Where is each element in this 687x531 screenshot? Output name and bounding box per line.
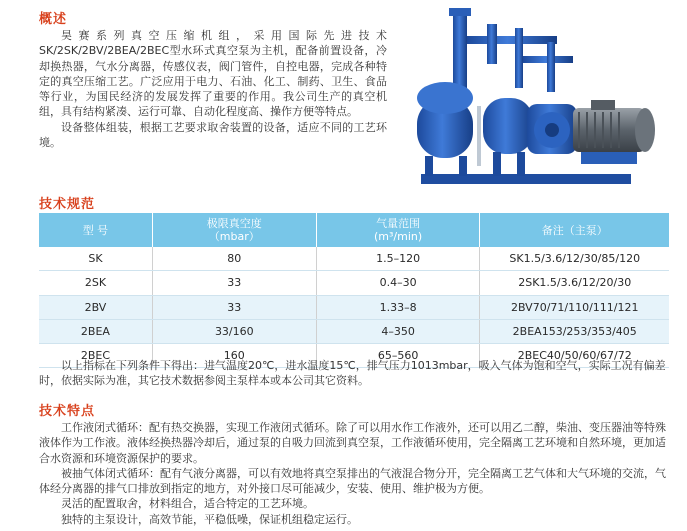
spec-note: 以上指标在下列条件下得出：进气温度20℃，进水温度15℃，排气压力1013mbar，吸入气体为饱和空气，实际工况有偏差时，依据实际为准，其它技术数据参阅主泵样本或本公司其它资料。 — [39, 359, 666, 388]
table-cell: 65–560 — [316, 344, 480, 368]
spec-title: 技术规范 — [39, 197, 96, 212]
table-cell: 33/160 — [152, 319, 316, 343]
overview-title: 概述 — [39, 12, 68, 27]
vacuum-unit-image — [397, 6, 659, 194]
table-cell: 4–350 — [316, 319, 480, 343]
spec-header-cell: 型 号 — [39, 213, 152, 247]
table-row — [39, 271, 669, 295]
table-cell: 160 — [152, 344, 316, 368]
feature-paragraph: 工作液闭式循环：配有热交换器，实现工作液闭式循环。除了可以用水作工作液外，还可以用乙二醇，柴油、变压器油等特殊液体作为工作液。液体经换热器冷却后，通过泵的自吸力回流到真空泵，工作液循环使用，完全隔离工艺环境和自然环境，更加适合水资源和环境资源保护的要求。 — [39, 421, 666, 465]
feature-paragraph: 被抽气体闭式循环：配有气液分离器，可以有效地将真空泵排出的气液混合物分开，完全隔离工艺气体和大气环境的交流，气体经分离器的排气口排放到指定的地方，对外接口尽可能减少，安装、使用、维护极为方便。 — [39, 466, 666, 496]
table-cell: 2BV — [39, 295, 152, 319]
table-cell: 80 — [152, 247, 316, 271]
table-cell: SK1.5/3.6/12/30/85/120 — [480, 247, 669, 271]
table-cell: 33 — [152, 271, 316, 295]
spec-header-cell: 极限真空度 （mbar） — [152, 213, 316, 247]
table-cell: 0.4–30 — [316, 271, 480, 295]
table-cell: 2BEC — [39, 344, 152, 368]
feature-paragraph: 独特的主泵设计，高效节能，平稳低噪，保证机组稳定运行。 — [61, 512, 358, 526]
table-cell: 1.33–8 — [316, 295, 480, 319]
overview-text — [39, 28, 387, 150]
table-cell: 33 — [152, 295, 316, 319]
table-cell: 2SK — [39, 271, 152, 295]
table-cell: 2BV70/71/110/111/121 — [480, 295, 669, 319]
table-cell: 2BEA153/253/353/405 — [480, 319, 669, 343]
table-cell: SK — [39, 247, 152, 271]
spec-header-cell: 备注（主泵） — [480, 213, 669, 247]
spec-table — [39, 213, 669, 368]
table-cell: 2BEC40/50/60/67/72 — [480, 344, 669, 368]
features-text — [39, 420, 669, 527]
table-cell: 2SK1.5/3.6/12/20/30 — [480, 271, 669, 295]
features-title: 技术特点 — [39, 404, 96, 419]
table-row — [39, 295, 669, 319]
table-cell: 2BEA — [39, 319, 152, 343]
table-row — [39, 319, 669, 343]
table-row — [39, 247, 669, 271]
feature-paragraph: 灵活的配置取舍，材料组合，适合特定的工艺环境。 — [61, 497, 314, 511]
overview-paragraph: 设备整体组装，根据工艺要求取舍装置的设备，适应不同的工艺环境。 — [39, 120, 387, 150]
overview-paragraph: 昊赛系列真空压缩机组，采用国际先进技术SK/2SK/2BV/2BEA/2BEC型水环式真空泵为主机，配备前置设备，冷却换热器，气水分离器，传感仪表，阀门管件，自控电器，完成各种特定的真空压缩工艺。广泛应用于电力、石油、化工、制药、卫生、食品等行业，为国民经济的发展发挥了重要的作用。我公司生产的真空机组，具有结构紧凑、运行可靠、自动化程度高、操作方便等特点。 — [39, 29, 387, 119]
spec-header-row — [39, 213, 669, 247]
table-cell: 1.5–120 — [316, 247, 480, 271]
spec-header-cell: 气量范围 (m³/min) — [316, 213, 480, 247]
